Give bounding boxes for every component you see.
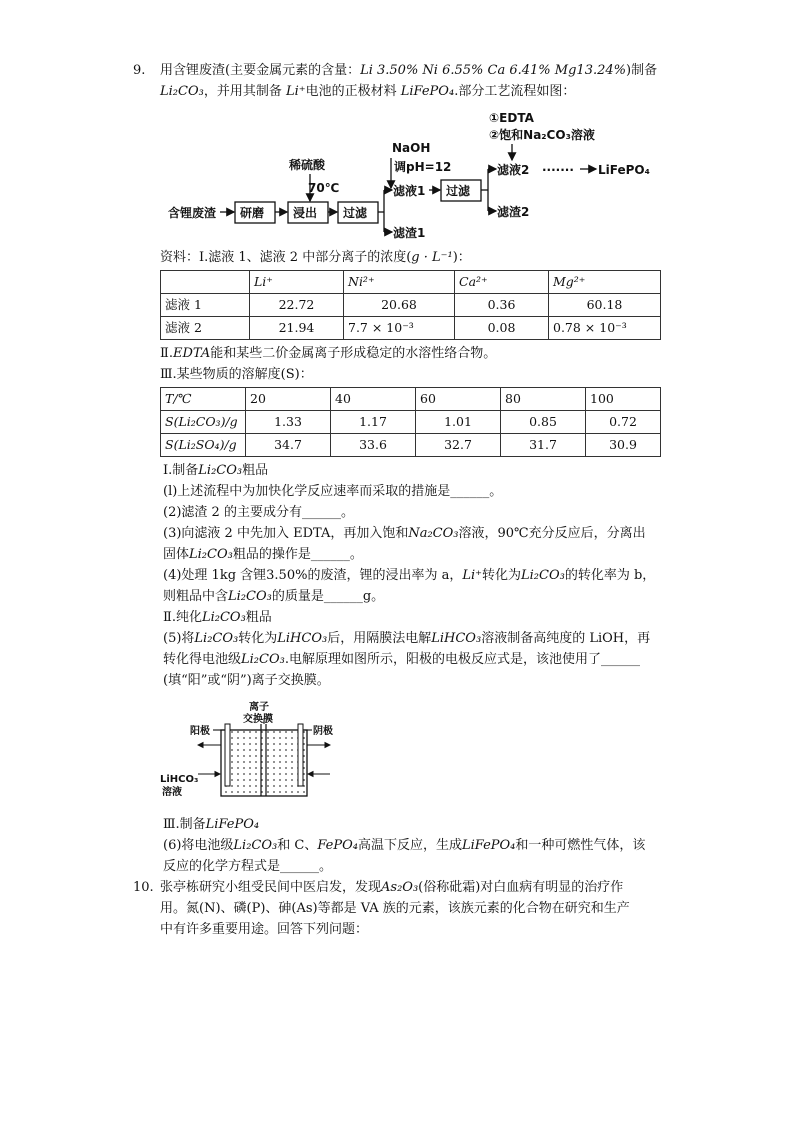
- solubility-table: [160, 387, 661, 457]
- table-header-row: Li⁺ Ni²⁺ Ca²⁺ Mg²⁺: [161, 271, 661, 294]
- table-row: S(Li₂SO₄)/g 34.7 33.6 32.7 31.7 30.9: [161, 434, 661, 457]
- flow-raw-material: 含锂废渣: [168, 206, 217, 220]
- flow-acid-label: 稀硫酸: [289, 158, 326, 172]
- flow-dots: ·······: [542, 163, 574, 177]
- section-2-heading: Ⅱ.纯化Li₂CO₃粗品: [163, 610, 272, 625]
- flow-edta-label: ①EDTA: [489, 111, 534, 125]
- sub-question-4-line2: 则粗品中含Li₂CO₃的质量是______g。: [163, 589, 385, 604]
- flow-product: LiFePO₄: [598, 163, 650, 177]
- flow-naoh-label: NaOH: [392, 141, 431, 155]
- flow-filter2-step: 过滤: [446, 184, 471, 198]
- section-3-heading: Ⅲ.制备LiFePO₄: [163, 817, 260, 832]
- table-row: 滤液 2 21.94 7.7 × 10⁻³ 0.08 0.78 × 10⁻³: [161, 317, 661, 340]
- table-row: S(Li₂CO₃)/g 1.33 1.17 1.01 0.85 0.72: [161, 411, 661, 434]
- solution-label-line2: 溶液: [162, 787, 182, 798]
- membrane-label-line2: 交换膜: [243, 714, 273, 725]
- sub-question-5: (5)将Li₂CO₃转化为LiHCO₃后，用隔膜法电解LiHCO₃溶液制备高纯度的 LiOH，再: [163, 631, 651, 646]
- flow-residue2: 滤渣2: [497, 205, 530, 219]
- sub-question-5-line2: 转化得电池级Li₂CO₃.电解原理如图所示，阳极的电极反应式是，该池使用了______: [163, 652, 640, 667]
- flow-grind-step: 研磨: [240, 206, 265, 220]
- q9-intro-line1: 用含锂废渣(主要金属元素的含量：Li 3.50% Ni 6.55% Ca 6.41% Mg13.24%)制备: [160, 63, 658, 78]
- sub-question-5-line3: (填“阳”或“阴”)离子交换膜。: [163, 673, 330, 688]
- flow-temp-label: 70℃: [308, 181, 340, 195]
- flow-na2co3-label: ②饱和Na₂CO₃溶液: [489, 128, 595, 142]
- sub-question-1: (l)上述流程中为加快化学反应速率而采取的措施是______。: [163, 484, 503, 499]
- solution-label-line1: LiHCO₃: [160, 774, 199, 785]
- section-1-heading: Ⅰ.制备Li₂CO₃粗品: [163, 463, 269, 478]
- sub-question-3-line2: 固体Li₂CO₃粗品的操作是______。: [163, 547, 363, 562]
- q10-line2: 用。氮(N)、磷(P)、砷(As)等都是 VA 族的元素，该族元素的化合物在研究和生产: [160, 901, 630, 916]
- info-2: Ⅱ.EDTA能和某些二价金属离子形成稳定的水溶性络合物。: [160, 346, 497, 361]
- sub-question-6-line2: 反应的化学方程式是______。: [163, 859, 333, 874]
- sub-question-4: (4)处理 1kg 含锂3.50%的废渣，锂的浸出率为 a，Li⁺转化为Li₂CO₃的转化率为 b，: [163, 568, 656, 583]
- sub-question-2: (2)滤渣 2 的主要成分有______。: [163, 505, 354, 520]
- table-row: 滤液 1 22.72 20.68 0.36 60.18: [161, 294, 661, 317]
- sub-question-6: (6)将电池级Li₂CO₃和 C、FePO₄高温下反应，生成LiFePO₄和一种可燃性气体，该: [163, 838, 646, 853]
- flow-filter1-step: 过滤: [343, 206, 368, 220]
- cathode-label: 阴极: [313, 726, 333, 737]
- sub-question-3: (3)向滤液 2 中先加入 EDTA，再加入饱和Na₂CO₃溶液，90℃充分反应后，分离出: [163, 526, 646, 541]
- flow-ph-label: 调pH=12: [394, 160, 452, 174]
- flow-filtrate2: 滤液2: [497, 163, 530, 177]
- flow-residue1: 滤渣1: [393, 226, 426, 240]
- question-number: 10.: [133, 880, 154, 895]
- anode-label: 阳极: [190, 726, 210, 737]
- info-1: 资料：Ⅰ.滤液 1、滤液 2 中部分离子的浓度(g · L⁻¹)：: [160, 250, 471, 265]
- flow-filtrate1: 滤液1: [393, 184, 426, 198]
- electrolysis-cell-diagram: [158, 700, 348, 808]
- ion-concentration-table: [160, 270, 661, 340]
- membrane-label-line1: 离子: [249, 702, 269, 713]
- flow-leach-step: 浸出: [293, 206, 318, 220]
- q10-line3: 中有许多重要用途。回答下列问题：: [160, 922, 369, 937]
- process-flow-diagram: [160, 108, 660, 243]
- table-header-row: T/℃ 20 40 60 80 100: [161, 388, 661, 411]
- info-3: Ⅲ.某些物质的溶解度(S)：: [160, 367, 313, 382]
- q9-intro-line2: Li₂CO₃，并用其制备 Li⁺电池的正极材料 LiFePO₄.部分工艺流程如图：: [160, 84, 576, 99]
- question-number: 9.: [133, 63, 146, 78]
- q10-line1: 张亭栋研究小组受民间中医启发，发现As₂O₃(俗称砒霜)对白血病有明显的治疗作: [160, 880, 624, 895]
